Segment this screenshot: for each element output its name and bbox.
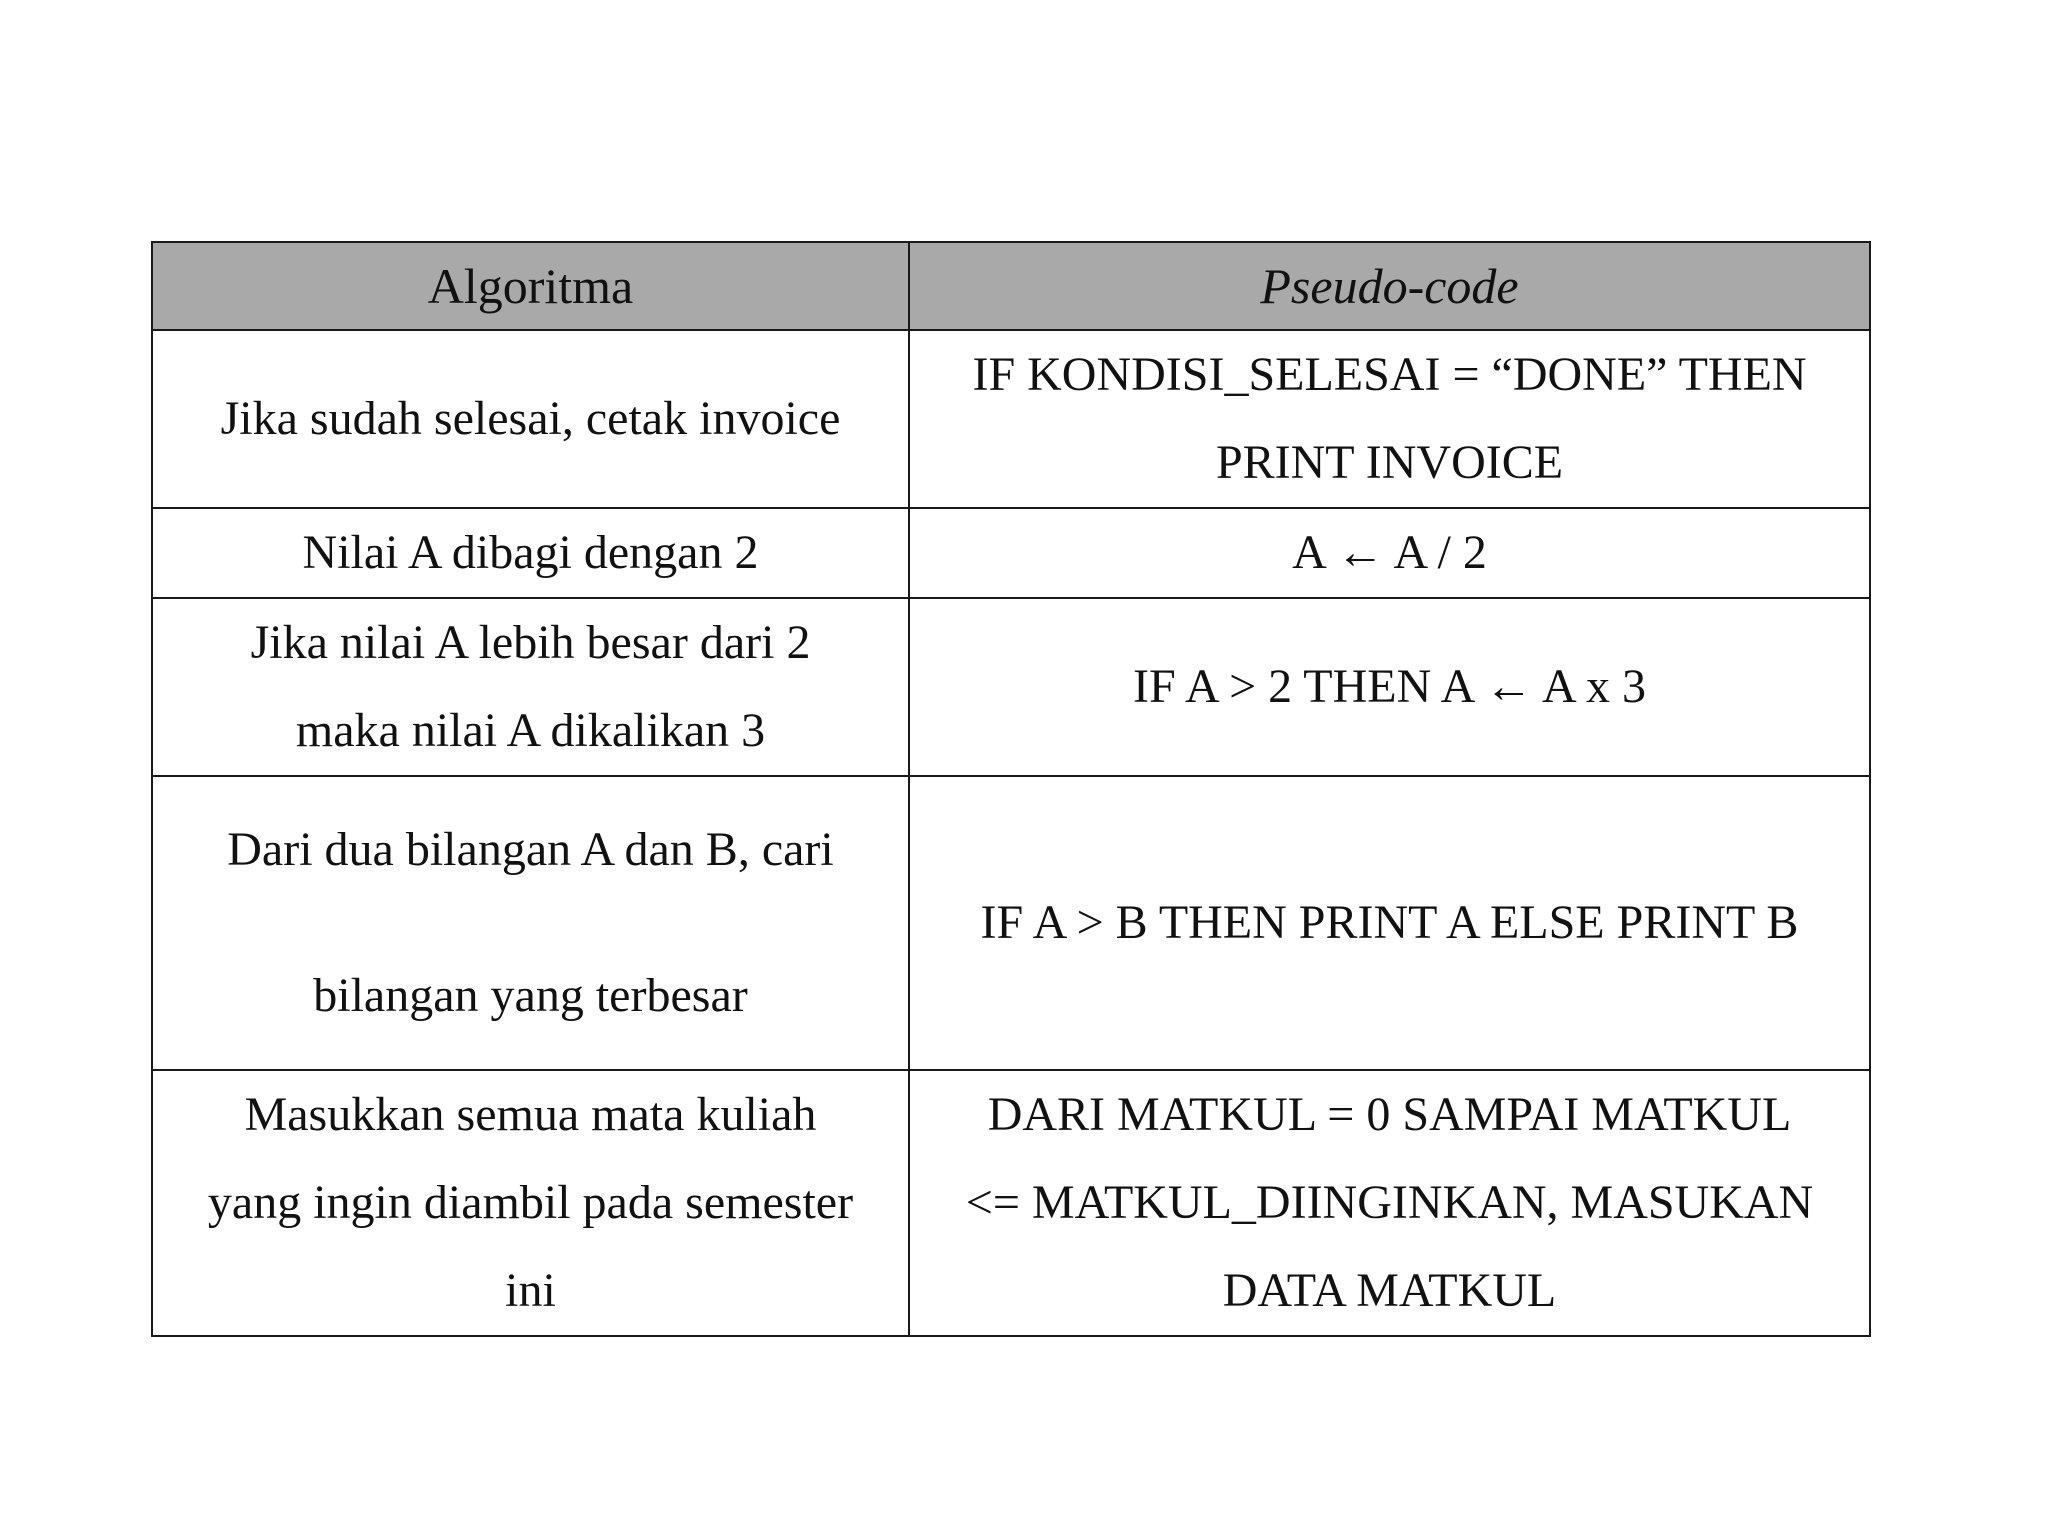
table-header-row [152, 242, 1870, 330]
header-pseudo-code: Pseudo-code [909, 242, 1870, 330]
pseudocode-cell: IF KONDISI_SELESAI = “DONE” THEN PRINT INVOICE [909, 330, 1870, 508]
table-row [152, 598, 1870, 776]
algoritma-cell: Nilai A dibagi dengan 2 [152, 508, 909, 598]
table-row [152, 330, 1870, 508]
table-row [152, 1070, 1870, 1336]
algoritma-cell: Dari dua bilangan A dan B, cari bilangan yang terbesar [152, 776, 909, 1070]
pseudocode-cell: DARI MATKUL = 0 SAMPAI MATKUL <= MATKUL_DIINGINKAN, MASUKAN DATA MATKUL [909, 1070, 1870, 1336]
pseudocode-cell: IF A > B THEN PRINT A ELSE PRINT B [909, 776, 1870, 1070]
algorithm-pseudocode-table [151, 241, 1871, 1337]
pseudocode-cell: A ← A / 2 [909, 508, 1870, 598]
pseudocode-cell: IF A > 2 THEN A ← A x 3 [909, 598, 1870, 776]
table-row [152, 508, 1870, 598]
header-algoritma: Algoritma [152, 242, 909, 330]
algoritma-cell: Jika sudah selesai, cetak invoice [152, 330, 909, 508]
algoritma-cell: Jika nilai A lebih besar dari 2 maka nilai A dikalikan 3 [152, 598, 909, 776]
table-row [152, 776, 1870, 1070]
algoritma-cell: Masukkan semua mata kuliah yang ingin diambil pada semester ini [152, 1070, 909, 1336]
